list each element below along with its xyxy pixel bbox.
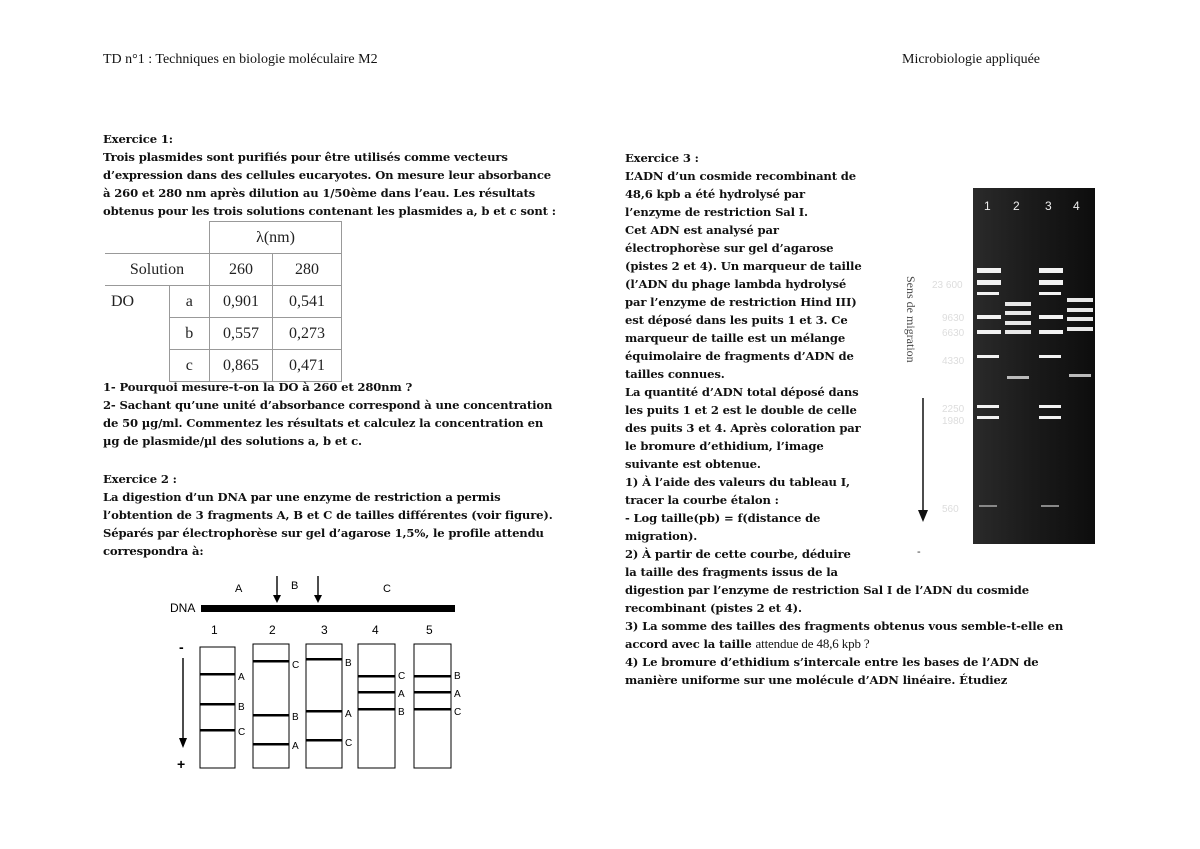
gel-band (358, 708, 395, 711)
table-cell: 0,557 (210, 318, 273, 350)
gel-band (1039, 330, 1063, 334)
col-280-header: 280 (273, 254, 342, 286)
solution-header: Solution (105, 254, 210, 286)
gel-lane (200, 647, 235, 768)
exercise-3-line: 4) Le bromure d’ethidium s’intercale entre les bases de l’ADN de (625, 655, 1039, 669)
gel-band (306, 710, 342, 713)
exercise-1-title: Exercice 1: (103, 132, 173, 146)
fragment-a-label: A (235, 583, 243, 595)
gel-background (973, 188, 1095, 544)
exercise-3-line: des puits 3 et 4. Après coloration par (625, 421, 861, 435)
band-label: A (238, 672, 245, 683)
dna-label: DNA (170, 601, 196, 615)
gel-band (358, 675, 395, 678)
gel-band (1039, 355, 1061, 358)
line-normal-part: attendue de 48,6 kpb ? (755, 636, 870, 651)
header-right: Microbiologie appliquée (902, 52, 1041, 67)
size-label: 6630 (942, 328, 965, 339)
exercise-3-line: marqueur de taille est un mélange (625, 331, 846, 345)
exercise-3-line: (l’ADN du phage lambda hydrolysé (625, 277, 847, 291)
gel-band (1005, 302, 1031, 306)
dna-bar (201, 605, 455, 612)
gel-band (358, 691, 395, 694)
exercise-3-line: la taille des fragments issus de la (625, 565, 838, 579)
minus-sign: - (179, 639, 184, 655)
question: µg de plasmide/µl des solutions a, b et c. (103, 434, 362, 448)
band-label: B (345, 658, 352, 669)
lane-number: 5 (426, 623, 433, 637)
restriction-gel-figure (165, 572, 475, 772)
exercise-3-line: les puits 1 et 2 est le double de celle (625, 403, 857, 417)
gel-band (1039, 416, 1061, 419)
exercise-2-text: correspondra à: (103, 544, 204, 558)
band-label: C (238, 727, 246, 738)
band-label: C (345, 738, 353, 749)
gel-band (200, 729, 235, 732)
gel-band (1039, 268, 1063, 273)
band-label: B (398, 707, 405, 718)
band-label: A (398, 689, 405, 700)
lane-number: 1 (211, 623, 218, 637)
gel-band (1069, 374, 1091, 377)
cut-arrow-icon (273, 576, 281, 603)
gel-band (1067, 298, 1093, 302)
exercise-2 (103, 470, 553, 560)
gel-band (414, 708, 451, 711)
band-label: A (292, 741, 299, 752)
migration-direction-arrow-icon (918, 398, 928, 522)
exercise-3-line: tailles connues. (625, 367, 725, 381)
exercise-1-text: à 260 et 280 nm après dilution au 1/50ème dans l’eau. Les résultats (103, 186, 536, 200)
exercise-3-line: le bromure d’ethidium, l’image (625, 439, 824, 453)
gel-band (977, 292, 999, 295)
gel-band (1067, 308, 1093, 312)
gel-band (414, 691, 451, 694)
gel-band (306, 739, 342, 742)
question: 2- Sachant qu’une unité d’absorbance correspond à une concentration (103, 398, 553, 412)
question: 1- Pourquoi mesure-t-on la DO à 260 et 280nm ? (103, 380, 413, 394)
absorbance-table (105, 221, 342, 382)
exercise-1 (103, 130, 556, 220)
exercise-1-text: obtenus pour les trois solutions contenant les plasmides a, b et c sont : (103, 204, 556, 218)
exercise-3-line: Cet ADN est analysé par (625, 223, 779, 237)
table-cell: 0,901 (210, 286, 273, 318)
gel-band (1005, 311, 1031, 315)
gel-band (977, 405, 999, 408)
exercise-3-line: 2) À partir de cette courbe, déduire (625, 547, 851, 561)
gel-band (200, 703, 235, 706)
gel-lane-number: 4 (1073, 199, 1080, 213)
gel-lane (253, 644, 289, 768)
gel-band (253, 714, 289, 717)
gel-band (1039, 292, 1061, 295)
exercise-3-line: 3) La somme des tailles des fragments obtenus vous semble-t-elle en (625, 619, 1064, 633)
gel-band (977, 268, 1001, 273)
exercise-2-text: l’obtention de 3 fragments A, B et C de tailles différentes (voir figure). (103, 508, 553, 522)
band-label: C (292, 660, 300, 671)
band-label: B (454, 671, 461, 682)
exercise-3-line: recombinant (pistes 2 et 4). (625, 601, 802, 615)
exercise-3-line: 48,6 kpb a été hydrolysé par (625, 187, 805, 201)
size-label: 4330 (942, 356, 965, 367)
exercise-3-line: - Log taille(pb) = f(distance de (625, 511, 821, 525)
exercise-1-text: Trois plasmides sont purifiés pour être utilisés comme vecteurs (103, 150, 508, 164)
lane-number: 2 (269, 623, 276, 637)
exercise-3-line: La quantité d’ADN total déposé dans (625, 385, 859, 399)
exercise-2-text: Séparés par électrophorèse sur gel d’agarose 1,5%, le profile attendu (103, 526, 544, 540)
plus-sign: + (177, 756, 186, 772)
exercise-3-line: (pistes 2 et 4). Un marqueur de taille (625, 259, 862, 273)
size-label: 2250 (942, 404, 965, 415)
fragment-b-label: B (291, 580, 299, 592)
fragment-c-label: C (383, 583, 391, 595)
exercise-3-line: l’enzyme de restriction Sal I. (625, 205, 808, 219)
exercise-1-questions (103, 378, 552, 450)
gel-band (977, 315, 1001, 319)
gel-band (200, 673, 235, 676)
exercise-3-line: migration). (625, 529, 698, 543)
gel-band (1039, 405, 1061, 408)
gel-band (1067, 327, 1093, 331)
exercise-3-line: 1) À l’aide des valeurs du tableau I, (625, 475, 850, 489)
header-left: TD n°1 : Techniques en biologie moléculaire M2 (103, 52, 378, 67)
exercise-2-text: La digestion d’un DNA par une enzyme de restriction a permis (103, 490, 501, 504)
table-cell: 0,865 (210, 350, 273, 382)
size-label: 23 600 (932, 280, 963, 291)
gel-band (1005, 330, 1031, 334)
exercise-3-line: est déposé dans les puits 1 et 3. Ce (625, 313, 848, 327)
gel-band (1067, 317, 1093, 321)
exercise-3-line: par l’enzyme de restriction Hind III) (625, 295, 857, 309)
size-label: 1980 (942, 416, 965, 427)
size-label: 9630 (942, 313, 965, 324)
exercise-2-title: Exercice 2 : (103, 472, 177, 486)
gel-band (253, 660, 289, 663)
exercise-3-line: équimolaire de fragments d’ADN de (625, 349, 854, 363)
gel-band (977, 355, 999, 358)
gel-lane-number: 1 (984, 199, 991, 213)
gel-dash: - (917, 546, 921, 558)
gel-band (977, 416, 999, 419)
row-label: b (169, 318, 210, 350)
gel-band (977, 280, 1001, 285)
size-label: 560 (942, 504, 959, 515)
gel-lane-number: 3 (1045, 199, 1052, 213)
gel-band (253, 743, 289, 746)
exercise-3-title: Exercice 3 : (625, 151, 699, 165)
band-label: B (238, 702, 245, 713)
gel-band (1005, 321, 1031, 325)
lambda-header: λ(nm) (210, 222, 342, 254)
gel-band (1039, 315, 1063, 319)
gel-band (977, 330, 1001, 334)
migration-arrow-icon (179, 658, 187, 748)
row-label: a (169, 286, 210, 318)
cut-arrow-icon (314, 576, 322, 603)
band-label: C (398, 671, 406, 682)
exercise-3-line: tracer la courbe étalon : (625, 493, 779, 507)
gel-lane (306, 644, 342, 768)
do-label: DO (105, 286, 169, 318)
question: de 50 µg/ml. Commentez les résultats et calculez la concentration en (103, 416, 544, 430)
agarose-gel-photo (895, 188, 1100, 560)
exercise-3-line: L’ADN d’un cosmide recombinant de (625, 169, 856, 183)
band-label: A (345, 709, 352, 720)
migration-axis-label: Sens de migration (904, 276, 918, 363)
gel-band (1007, 376, 1029, 379)
table-cell: 0,273 (273, 318, 342, 350)
gel-band (1039, 280, 1063, 285)
gel-band (979, 505, 997, 507)
table-cell: 0,541 (273, 286, 342, 318)
gel-lane (414, 644, 451, 768)
exercise-1-text: d’expression dans des cellules eucaryotes. On mesure leur absorbance (103, 168, 551, 182)
gel-lane-number: 2 (1013, 199, 1020, 213)
gel-band (306, 658, 342, 661)
table-cell: 0,471 (273, 350, 342, 382)
exercise-3-line (625, 635, 1063, 653)
row-label: c (169, 350, 210, 382)
lane-number: 4 (372, 623, 379, 637)
exercise-3-line: digestion par l’enzyme de restriction Sal I de l’ADN du cosmide (625, 583, 1029, 597)
exercise-3-line: suivante est obtenue. (625, 457, 761, 471)
col-260-header: 260 (210, 254, 273, 286)
exercise-3-line: électrophorèse sur gel d’agarose (625, 241, 834, 255)
band-label: B (292, 712, 299, 723)
exercise-3-line: manière uniforme sur une molécule d’ADN linéaire. Étudiez (625, 673, 1008, 687)
gel-band (414, 675, 451, 678)
lane-number: 3 (321, 623, 328, 637)
line-bold-part: accord avec la taille (625, 637, 756, 651)
gel-lane (358, 644, 395, 768)
gel-band (1041, 505, 1059, 507)
band-label: A (454, 689, 461, 700)
band-label: C (454, 707, 462, 718)
